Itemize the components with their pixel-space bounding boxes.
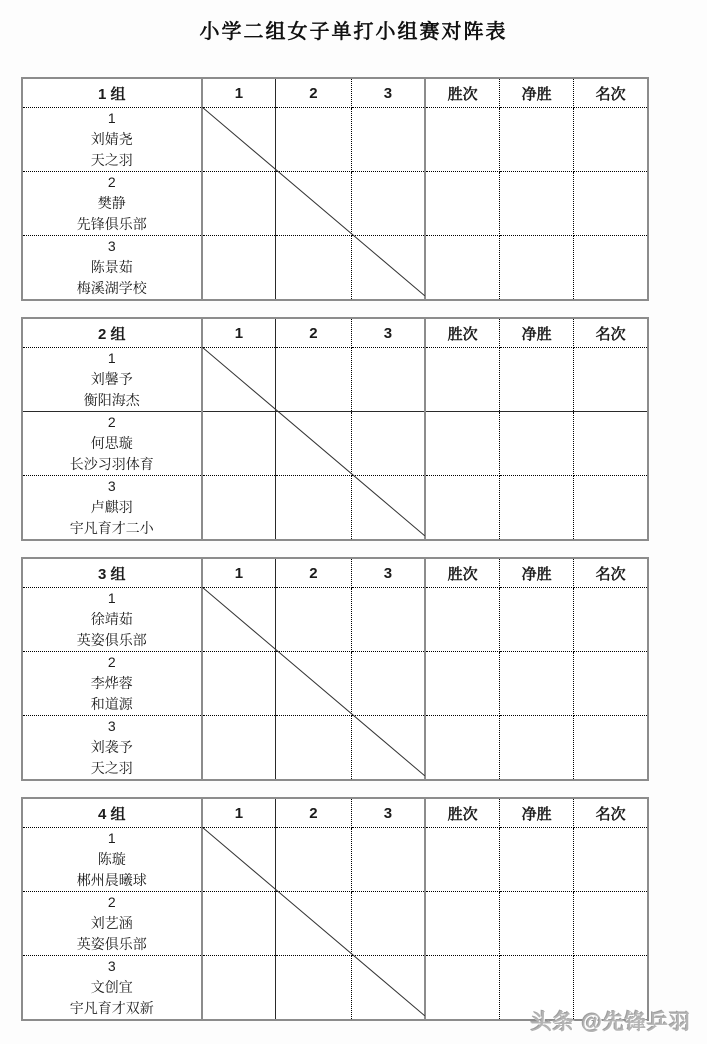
net-wins-cell <box>500 412 574 476</box>
player-info <box>23 236 201 299</box>
player-number: 3 <box>107 478 116 494</box>
player-info <box>23 412 201 475</box>
round-1-header: 1 <box>202 798 276 828</box>
match-cell <box>202 108 276 172</box>
player-cell <box>22 892 202 956</box>
round-3-header: 3 <box>351 558 425 588</box>
watermark: 头条 @先锋乒羽 <box>530 1011 691 1034</box>
round-3-header: 3 <box>351 798 425 828</box>
net-wins-cell <box>500 348 574 412</box>
group-table <box>21 557 649 781</box>
wins-header: 胜次 <box>425 318 499 348</box>
round-2-header: 2 <box>276 798 351 828</box>
player-club: 长沙习羽体育 <box>69 456 154 472</box>
round-1-header: 1 <box>202 78 276 108</box>
wins-cell <box>425 348 499 412</box>
rank-cell <box>574 716 648 781</box>
wins-header: 胜次 <box>425 798 499 828</box>
rank-cell <box>574 476 648 541</box>
net-wins-header: 净胜 <box>500 558 574 588</box>
group-block <box>21 317 649 541</box>
player-row <box>22 476 648 541</box>
rank-cell <box>574 652 648 716</box>
player-row <box>22 588 648 652</box>
player-cell <box>22 348 202 412</box>
player-number: 1 <box>107 110 116 126</box>
wins-cell <box>425 172 499 236</box>
match-cell <box>202 588 276 652</box>
player-name: 陈景茹 <box>90 259 133 275</box>
group-table <box>21 77 649 301</box>
player-number: 2 <box>107 894 116 910</box>
round-1-header: 1 <box>202 318 276 348</box>
wins-cell <box>425 588 499 652</box>
player-name: 樊静 <box>97 195 126 211</box>
group-header-row <box>22 558 648 588</box>
player-number: 2 <box>107 654 116 670</box>
page-title: 小学二组女子单打小组赛对阵表 <box>199 21 508 43</box>
net-wins-header: 净胜 <box>500 318 574 348</box>
player-number: 2 <box>107 414 116 430</box>
player-club: 宇凡育才二小 <box>69 520 154 536</box>
player-club: 天之羽 <box>90 760 133 776</box>
player-club: 宇凡育才双新 <box>69 1000 154 1016</box>
player-row <box>22 892 648 956</box>
group-name-header: 4 组 <box>22 798 202 828</box>
match-cell <box>276 412 351 476</box>
player-club: 衡阳海杰 <box>83 392 140 408</box>
player-name: 文创宜 <box>90 979 133 995</box>
player-info <box>23 348 201 411</box>
player-cell <box>22 716 202 781</box>
wins-cell <box>425 236 499 301</box>
player-name: 徐靖茹 <box>90 611 133 627</box>
player-cell <box>22 476 202 541</box>
rank-header: 名次 <box>574 318 648 348</box>
round-3-header: 3 <box>351 78 425 108</box>
player-name: 刘艺涵 <box>90 915 133 931</box>
player-name: 刘袭予 <box>90 739 133 755</box>
match-cell <box>276 828 351 892</box>
rank-cell <box>574 108 648 172</box>
player-club: 郴州晨曦球 <box>76 872 147 888</box>
player-row <box>22 236 648 301</box>
net-wins-cell <box>500 828 574 892</box>
match-cell <box>276 652 351 716</box>
net-wins-cell <box>500 476 574 541</box>
round-2-header: 2 <box>276 318 351 348</box>
match-cell <box>202 236 276 301</box>
rank-cell <box>574 172 648 236</box>
player-info <box>23 716 201 779</box>
player-number: 1 <box>107 350 116 366</box>
round-3-header: 3 <box>351 318 425 348</box>
player-row <box>22 172 648 236</box>
rank-cell <box>574 588 648 652</box>
player-club: 英姿俱乐部 <box>76 632 147 648</box>
match-cell <box>351 108 425 172</box>
player-name: 卢麒羽 <box>90 499 133 515</box>
player-club: 天之羽 <box>90 152 133 168</box>
rank-cell <box>574 348 648 412</box>
player-club: 梅溪湖学校 <box>76 280 147 296</box>
match-cell <box>202 828 276 892</box>
rank-header: 名次 <box>574 558 648 588</box>
group-header-row <box>22 78 648 108</box>
player-info <box>23 828 201 891</box>
player-number: 3 <box>107 238 116 254</box>
net-wins-header: 净胜 <box>500 78 574 108</box>
match-cell <box>276 716 351 781</box>
group-table <box>21 797 649 1021</box>
match-cell <box>351 588 425 652</box>
wins-cell <box>425 828 499 892</box>
player-name: 何思璇 <box>90 435 133 451</box>
match-cell <box>276 956 351 1021</box>
net-wins-cell <box>500 652 574 716</box>
player-number: 1 <box>107 590 116 606</box>
player-cell <box>22 108 202 172</box>
player-name: 刘婧尧 <box>90 131 133 147</box>
player-row <box>22 348 648 412</box>
group-table <box>21 317 649 541</box>
player-row <box>22 652 648 716</box>
match-cell <box>276 476 351 541</box>
group-name-header: 3 组 <box>22 558 202 588</box>
net-wins-header: 净胜 <box>500 798 574 828</box>
player-name: 陈璇 <box>97 851 126 867</box>
wins-header: 胜次 <box>425 558 499 588</box>
net-wins-cell <box>500 892 574 956</box>
player-name: 刘馨予 <box>90 371 133 387</box>
wins-cell <box>425 956 499 1021</box>
player-info <box>23 956 201 1019</box>
net-wins-cell <box>500 716 574 781</box>
rank-header: 名次 <box>574 798 648 828</box>
wins-cell <box>425 476 499 541</box>
match-cell <box>202 476 276 541</box>
match-cell <box>276 172 351 236</box>
group-block <box>21 77 649 301</box>
player-number: 3 <box>107 718 116 734</box>
match-cell <box>276 236 351 301</box>
net-wins-cell <box>500 588 574 652</box>
player-cell <box>22 236 202 301</box>
match-cell <box>351 476 425 541</box>
wins-cell <box>425 412 499 476</box>
player-cell <box>22 412 202 476</box>
match-cell <box>351 172 425 236</box>
match-cell <box>276 348 351 412</box>
group-name-header: 1 组 <box>22 78 202 108</box>
match-cell <box>351 652 425 716</box>
group-header-row <box>22 798 648 828</box>
match-cell <box>351 828 425 892</box>
player-info <box>23 588 201 651</box>
wins-cell <box>425 716 499 781</box>
wins-cell <box>425 892 499 956</box>
net-wins-cell <box>500 108 574 172</box>
player-info <box>23 476 201 539</box>
match-cell <box>202 412 276 476</box>
player-row <box>22 716 648 781</box>
match-cell <box>351 412 425 476</box>
net-wins-cell <box>500 172 574 236</box>
rank-cell <box>574 828 648 892</box>
player-info <box>23 892 201 955</box>
player-club: 先锋俱乐部 <box>76 216 147 232</box>
group-block <box>21 797 649 1021</box>
round-2-header: 2 <box>276 78 351 108</box>
round-2-header: 2 <box>276 558 351 588</box>
match-cell <box>202 652 276 716</box>
match-cell <box>202 892 276 956</box>
match-cell <box>202 716 276 781</box>
round-1-header: 1 <box>202 558 276 588</box>
match-cell <box>351 892 425 956</box>
player-cell <box>22 172 202 236</box>
group-header-row <box>22 318 648 348</box>
player-info <box>23 652 201 715</box>
player-club: 英姿俱乐部 <box>76 936 147 952</box>
rank-header: 名次 <box>574 78 648 108</box>
player-cell <box>22 652 202 716</box>
match-cell <box>202 956 276 1021</box>
rank-cell <box>574 412 648 476</box>
net-wins-cell <box>500 236 574 301</box>
player-cell <box>22 828 202 892</box>
match-cell <box>276 108 351 172</box>
match-cell <box>202 348 276 412</box>
match-cell <box>351 956 425 1021</box>
player-cell <box>22 956 202 1021</box>
match-cell <box>276 588 351 652</box>
match-cell <box>351 236 425 301</box>
player-name: 李烨蓉 <box>90 675 133 691</box>
rank-cell <box>574 892 648 956</box>
wins-cell <box>425 652 499 716</box>
player-row <box>22 108 648 172</box>
player-club: 和道源 <box>90 696 133 712</box>
rank-cell <box>574 236 648 301</box>
player-info <box>23 108 201 171</box>
player-cell <box>22 588 202 652</box>
player-number: 3 <box>107 958 116 974</box>
group-name-header: 2 组 <box>22 318 202 348</box>
match-cell <box>202 172 276 236</box>
match-cell <box>276 892 351 956</box>
player-row <box>22 412 648 476</box>
match-cell <box>351 716 425 781</box>
match-cell <box>351 348 425 412</box>
tables-container <box>21 77 649 1037</box>
wins-cell <box>425 108 499 172</box>
wins-header: 胜次 <box>425 78 499 108</box>
player-number: 2 <box>107 174 116 190</box>
player-number: 1 <box>107 830 116 846</box>
group-block <box>21 557 649 781</box>
player-info <box>23 172 201 235</box>
player-row <box>22 828 648 892</box>
